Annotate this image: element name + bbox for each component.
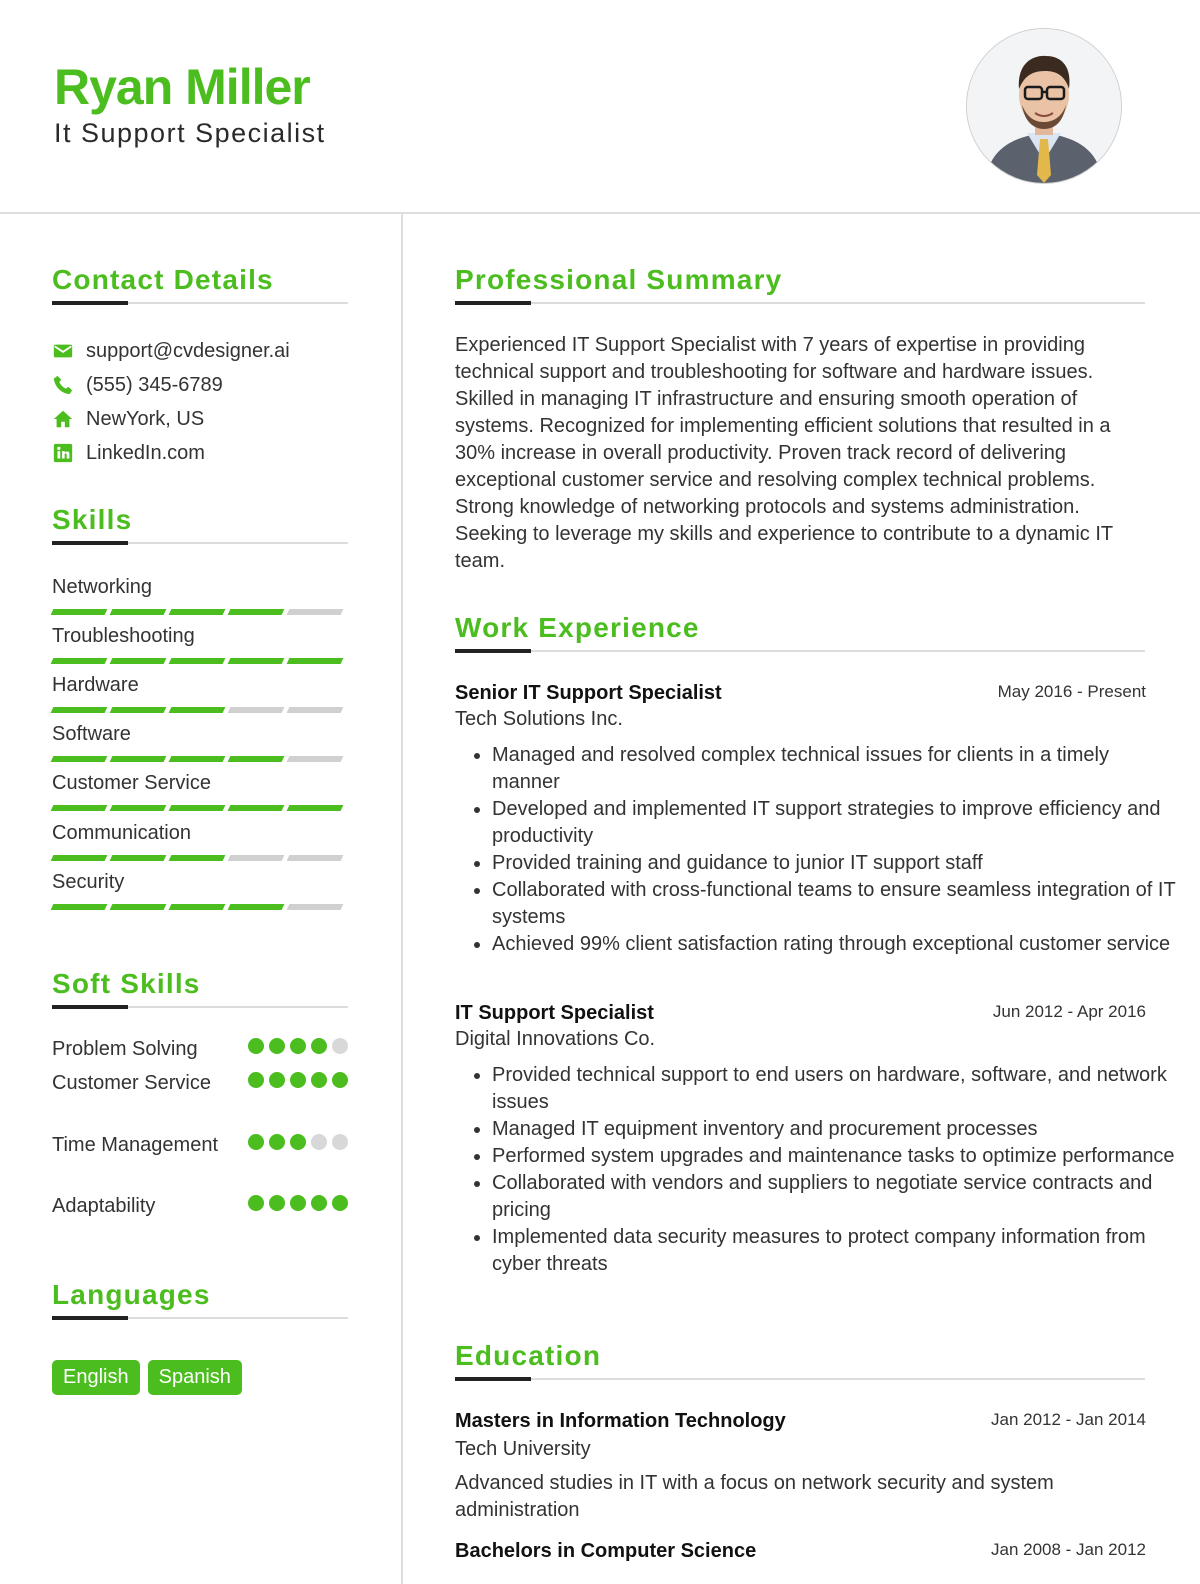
soft-skill-item — [52, 1192, 348, 1220]
contact-location-text: NewYork, US — [86, 407, 205, 430]
skill-name: Customer Service — [52, 772, 211, 794]
job-bullet: • Provided technical support to end users on hardware, software, and network issues — [492, 1062, 1182, 1116]
linkedin-icon — [52, 442, 74, 464]
skill-level-segment — [169, 855, 226, 861]
skill-name: Software — [52, 723, 131, 745]
job-bullet: • Developed and implemented IT support strategies to improve efficiency and productivity — [492, 796, 1182, 850]
rating-dot — [332, 1134, 348, 1150]
soft-skill-name: Adaptability — [52, 1195, 156, 1217]
soft-skill-item — [52, 1131, 348, 1159]
skill-level-segment — [51, 855, 108, 861]
skill-level-segment — [228, 904, 285, 910]
languages-heading-rule — [52, 1317, 348, 1319]
skill-level-segment — [287, 756, 344, 762]
skill-level-bar — [52, 658, 348, 664]
skill-name: Communication — [52, 822, 191, 844]
skill-name: Hardware — [52, 674, 139, 696]
rating-dot — [311, 1195, 327, 1211]
skills-heading-rule — [52, 542, 348, 544]
job-company: Digital Innovations Co. — [455, 1028, 656, 1050]
degree-title: Masters in Information Technology — [455, 1410, 786, 1432]
skill-level-segment — [110, 658, 167, 664]
contact-phone-text: (555) 345-6789 — [86, 373, 223, 396]
rating-dot — [311, 1072, 327, 1088]
skill-level-bar — [52, 904, 348, 910]
job-title: Senior IT Support Specialist — [455, 682, 722, 704]
contact-email[interactable] — [52, 338, 290, 364]
envelope-icon — [52, 340, 74, 362]
rating-dot — [248, 1195, 264, 1211]
soft-skill-rating — [248, 1195, 348, 1211]
experience-heading: Work Experience — [455, 612, 700, 643]
rating-dot — [269, 1134, 285, 1150]
soft-skill-rating — [248, 1072, 348, 1088]
skill-level-bar — [52, 707, 348, 713]
rating-dot — [248, 1134, 264, 1150]
skill-item — [52, 721, 348, 762]
rating-dot — [332, 1038, 348, 1054]
skill-level-segment — [51, 756, 108, 762]
profile-photo — [966, 28, 1122, 184]
experience-heading-rule — [455, 650, 1145, 652]
rating-dot — [290, 1134, 306, 1150]
skill-level-bar — [52, 805, 348, 811]
soft-skill-item — [52, 1035, 348, 1063]
skill-item — [52, 869, 348, 910]
rating-dot — [332, 1195, 348, 1211]
skill-level-segment — [169, 658, 226, 664]
skill-level-segment — [228, 855, 285, 861]
skill-level-segment — [169, 756, 226, 762]
degree-date: Jan 2012 - Jan 2014 — [990, 1410, 1146, 1429]
job-bullet: • Achieved 99% client satisfaction rating through exceptional customer service — [492, 931, 1182, 958]
soft-skill-name: Problem Solving — [52, 1038, 198, 1060]
candidate-title: It Support Specialist — [54, 118, 326, 148]
contact-heading: Contact Details — [52, 264, 274, 295]
job-date: Jun 2012 - Apr 2016 — [992, 1002, 1146, 1021]
skill-level-segment — [169, 707, 226, 713]
contact-location — [52, 406, 204, 432]
soft-skill-rating — [248, 1134, 348, 1150]
rating-dot — [248, 1072, 264, 1088]
skill-level-segment — [51, 805, 108, 811]
contact-heading-rule — [52, 302, 348, 304]
skill-level-bar — [52, 609, 348, 615]
skill-level-segment — [110, 805, 167, 811]
soft-skill-name: Time Management — [52, 1134, 218, 1156]
language-badge: English — [52, 1360, 140, 1395]
skill-item — [52, 820, 348, 861]
degree-description: Advanced studies in IT with a focus on network security and system administration — [455, 1472, 1054, 1521]
contact-linkedin-text: LinkedIn.com — [86, 441, 205, 464]
job-title: IT Support Specialist — [455, 1002, 654, 1024]
skill-level-segment — [169, 904, 226, 910]
skill-level-segment — [287, 609, 344, 615]
skill-level-segment — [287, 855, 344, 861]
skill-level-bar — [52, 756, 348, 762]
rating-dot — [290, 1195, 306, 1211]
rating-dot — [269, 1195, 285, 1211]
skill-level-segment — [110, 707, 167, 713]
skill-level-segment — [51, 609, 108, 615]
skill-level-segment — [228, 707, 285, 713]
skill-level-segment — [51, 707, 108, 713]
languages-list — [52, 1360, 242, 1395]
job-bullet: • Managed IT equipment inventory and procurement processes — [492, 1116, 1182, 1143]
skill-item — [52, 770, 348, 811]
degree-school: Tech University — [455, 1438, 591, 1460]
soft-skills-heading: Soft Skills — [52, 968, 201, 999]
skill-level-segment — [287, 904, 344, 910]
soft-skill-item — [52, 1069, 348, 1097]
skill-name: Troubleshooting — [52, 625, 195, 647]
summary-heading-rule — [455, 302, 1145, 304]
education-heading-rule — [455, 1378, 1145, 1380]
skill-level-bar — [52, 855, 348, 861]
resume-header — [0, 0, 1200, 212]
skill-level-segment — [169, 805, 226, 811]
languages-heading: Languages — [52, 1279, 211, 1310]
phone-icon — [52, 374, 74, 396]
soft-skill-rating — [248, 1038, 348, 1054]
job-date: May 2016 - Present — [997, 682, 1146, 701]
skill-level-segment — [110, 609, 167, 615]
contact-linkedin[interactable] — [52, 440, 205, 466]
skill-level-segment — [51, 658, 108, 664]
job-bullet: • Performed system upgrades and maintenance tasks to optimize performance — [492, 1143, 1182, 1170]
profile-photo-illustration — [967, 29, 1121, 183]
degree-title: Bachelors in Computer Science — [455, 1540, 757, 1562]
skill-level-segment — [287, 658, 344, 664]
rating-dot — [311, 1038, 327, 1054]
job-company: Tech Solutions Inc. — [455, 708, 623, 730]
skill-level-segment — [287, 707, 344, 713]
job-bullet: • Provided training and guidance to junior IT support staff — [492, 850, 1182, 877]
column-divider — [401, 214, 403, 1584]
job-bullet: • Collaborated with vendors and suppliers to negotiate service contracts and pricing — [492, 1170, 1182, 1224]
skill-level-segment — [228, 658, 285, 664]
rating-dot — [332, 1072, 348, 1088]
skill-level-segment — [169, 609, 226, 615]
skill-level-segment — [110, 904, 167, 910]
job-bullet: • Collaborated with cross-functional teams to ensure seamless integration of IT systems — [492, 877, 1182, 931]
contact-phone[interactable] — [52, 372, 223, 398]
soft-skills-heading-rule — [52, 1006, 348, 1008]
rating-dot — [269, 1038, 285, 1054]
summary-heading: Professional Summary — [455, 264, 783, 295]
skills-heading: Skills — [52, 504, 133, 535]
rating-dot — [290, 1038, 306, 1054]
header-divider — [0, 212, 1200, 214]
skill-level-segment — [287, 805, 344, 811]
skill-level-segment — [228, 609, 285, 615]
skill-level-segment — [110, 756, 167, 762]
education-heading: Education — [455, 1340, 602, 1371]
job-bullets — [455, 1062, 1182, 1278]
rating-dot — [248, 1038, 264, 1054]
skill-item — [52, 672, 348, 713]
job-bullets — [455, 742, 1182, 958]
skill-level-segment — [51, 904, 108, 910]
skill-name: Networking — [52, 576, 153, 598]
skill-level-segment — [110, 855, 167, 861]
skill-level-segment — [228, 805, 285, 811]
job-bullet: • Implemented data security measures to protect company information from cyber threats — [492, 1224, 1182, 1278]
home-icon — [52, 408, 74, 430]
contact-email-text: support@cvdesigner.ai — [86, 339, 290, 362]
summary-text: Experienced IT Support Specialist with 7 years of expertise in providing technical support and troubleshooting for software and hardware issues. Skilled in managing IT infrastructure and ensuring smooth operation of systems. Recognized for implementing efficient solutions that resulted in a 30% increase in overall productivity. Proven track record of delivering exceptional customer service and resolving complex technical problems. Strong knowledge of networking protocols and systems administration. Seeking to leverage my skills and experience to contribute to a dynamic IT team. — [455, 334, 1113, 572]
rating-dot — [290, 1072, 306, 1088]
rating-dot — [311, 1134, 327, 1150]
job-bullet: • Managed and resolved complex technical issues for clients in a timely manner — [492, 742, 1182, 796]
language-badge: Spanish — [148, 1360, 242, 1395]
skill-item — [52, 574, 348, 615]
candidate-name: Ryan Miller — [54, 59, 310, 115]
skill-name: Security — [52, 871, 125, 893]
skill-level-segment — [228, 756, 285, 762]
skill-item — [52, 623, 348, 664]
rating-dot — [269, 1072, 285, 1088]
degree-date: Jan 2008 - Jan 2012 — [990, 1540, 1146, 1559]
soft-skill-name: Customer Service — [52, 1072, 211, 1094]
